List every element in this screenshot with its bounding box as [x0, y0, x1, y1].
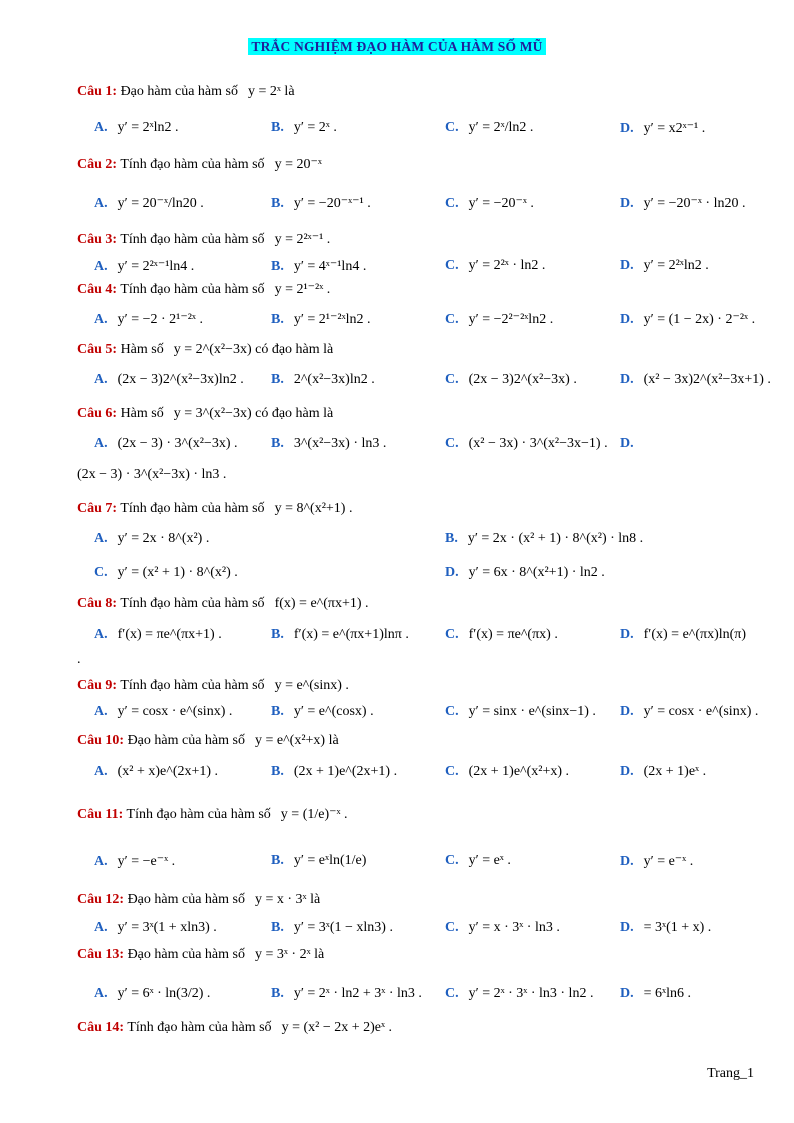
q1-option-a[interactable]: A. y′ = 2ˣln2 . — [94, 120, 179, 135]
question-14: Câu 14: Tính đạo hàm của hàm số y = (x² − 2x + 2)eˣ . — [77, 1020, 393, 1035]
page-title: TRẮC NGHIỆM ĐẠO HÀM CỦA HÀM SỐ MŨ — [0, 38, 794, 56]
question-4: Câu 4: Tính đạo hàm của hàm số y = 2¹⁻²ˣ . — [77, 282, 331, 297]
question-7: Câu 7: Tính đạo hàm của hàm số y = 8^(x²+1) . — [77, 501, 353, 516]
q10-option-c[interactable]: C. (2x + 1)e^(x²+x) . — [445, 764, 570, 779]
q6-option-d[interactable]: D. — [620, 436, 634, 451]
question-13: Câu 13: Đạo hàm của hàm số y = 3ˣ · 2ˣ là — [77, 947, 325, 962]
q8-option-b[interactable]: B. f′(x) = e^(πx+1)lnπ . — [271, 627, 409, 642]
q4-option-c[interactable]: C. y′ = −2²⁻²ˣln2 . — [445, 312, 554, 327]
q13-option-d[interactable]: D. = 6ˣln6 . — [620, 986, 691, 1001]
question-6: Câu 6: Hàm số y = 3^(x²−3x) có đạo hàm là — [77, 406, 334, 421]
q6-option-c[interactable]: C. (x² − 3x) · 3^(x²−3x−1) . — [445, 436, 608, 451]
q9-option-c[interactable]: C. y′ = sinx · e^(sinx−1) . — [445, 704, 596, 719]
q5-option-d[interactable]: D. (x² − 3x)2^(x²−3x+1) . — [620, 372, 771, 387]
question-1: Câu 1: Đạo hàm của hàm số y = 2ˣ là — [77, 84, 295, 99]
question-9: Câu 9: Tính đạo hàm của hàm số y = e^(sinx) . — [77, 678, 349, 693]
q6-option-d-continuation: (2x − 3) · 3^(x²−3x) · ln3 . — [77, 467, 227, 482]
q12-option-a[interactable]: A. y′ = 3ˣ(1 + xln3) . — [94, 920, 217, 935]
q10-option-b[interactable]: B. (2x + 1)e^(2x+1) . — [271, 764, 398, 779]
question-5: Câu 5: Hàm số y = 2^(x²−3x) có đạo hàm là — [77, 342, 334, 357]
q6-option-b[interactable]: B. 3^(x²−3x) · ln3 . — [271, 436, 387, 451]
q12-option-c[interactable]: C. y′ = x · 3ˣ · ln3 . — [445, 920, 560, 935]
question-12: Câu 12: Đạo hàm của hàm số y = x · 3ˣ là — [77, 892, 321, 907]
q11-option-c[interactable]: C. y′ = eˣ . — [445, 853, 511, 868]
q10-option-a[interactable]: A. (x² + x)e^(2x+1) . — [94, 764, 219, 779]
page-number: Trang_1 — [707, 1066, 754, 1081]
q4-option-a[interactable]: A. y′ = −2 · 2¹⁻²ˣ . — [94, 312, 203, 327]
q2-option-c[interactable]: C. y′ = −20⁻ˣ . — [445, 196, 534, 211]
question-2: Câu 2: Tính đạo hàm của hàm số y = 20⁻ˣ — [77, 157, 322, 172]
q6-option-a[interactable]: A. (2x − 3) · 3^(x²−3x) . — [94, 436, 238, 451]
q13-option-a[interactable]: A. y′ = 6ˣ · ln(3/2) . — [94, 986, 211, 1001]
question-3: Câu 3: Tính đạo hàm của hàm số y = 2²ˣ⁻¹ . — [77, 232, 331, 247]
question-8: Câu 8: Tính đạo hàm của hàm số f(x) = e^(πx+1) . — [77, 596, 369, 611]
q13-option-c[interactable]: C. y′ = 2ˣ · 3ˣ · ln3 · ln2 . — [445, 986, 594, 1001]
q9-option-d[interactable]: D. y′ = cosx · e^(sinx) . — [620, 704, 759, 719]
q7-option-d[interactable]: D. y′ = 6x · 8^(x²+1) · ln2 . — [445, 565, 605, 580]
q10-option-d[interactable]: D. (2x + 1)eˣ . — [620, 764, 707, 779]
q5-option-a[interactable]: A. (2x − 3)2^(x²−3x)ln2 . — [94, 372, 244, 387]
q1-option-c[interactable]: C. y′ = 2ˣ/ln2 . — [445, 120, 534, 135]
q8-option-d[interactable]: D. f′(x) = e^(πx)ln(π) — [620, 627, 747, 642]
q7-option-b[interactable]: B. y′ = 2x · (x² + 1) · 8^(x²) · ln8 . — [445, 531, 644, 546]
q7-option-c[interactable]: C. y′ = (x² + 1) · 8^(x²) . — [94, 565, 238, 580]
q2-option-a[interactable]: A. y′ = 20⁻ˣ/ln20 . — [94, 196, 204, 211]
q11-option-b[interactable]: B. y′ = eˣln(1/e) — [271, 853, 367, 868]
q8-option-a[interactable]: A. f′(x) = πe^(πx+1) . — [94, 627, 222, 642]
q1-option-d[interactable]: D. y′ = x2ˣ⁻¹ . — [620, 121, 706, 136]
q4-option-d[interactable]: D. y′ = (1 − 2x) · 2⁻²ˣ . — [620, 312, 756, 327]
q5-option-b[interactable]: B. 2^(x²−3x)ln2 . — [271, 372, 375, 387]
q4-option-b[interactable]: B. y′ = 2¹⁻²ˣln2 . — [271, 312, 371, 327]
question-11: Câu 11: Tính đạo hàm của hàm số y = (1/e)⁻ˣ . — [77, 807, 348, 822]
q12-option-d[interactable]: D. = 3ˣ(1 + x) . — [620, 920, 712, 935]
q3-option-a[interactable]: A. y′ = 2²ˣ⁻¹ln4 . — [94, 259, 195, 274]
question-10: Câu 10: Đạo hàm của hàm số y = e^(x²+x) là — [77, 733, 339, 748]
q11-option-a[interactable]: A. y′ = −e⁻ˣ . — [94, 854, 176, 869]
q9-option-a[interactable]: A. y′ = cosx · e^(sinx) . — [94, 704, 233, 719]
q11-option-d[interactable]: D. y′ = e⁻ˣ . — [620, 854, 694, 869]
q7-option-a[interactable]: A. y′ = 2x · 8^(x²) . — [94, 531, 210, 546]
q2-option-d[interactable]: D. y′ = −20⁻ˣ · ln20 . — [620, 196, 746, 211]
q3-option-d[interactable]: D. y′ = 2²ˣln2 . — [620, 258, 709, 273]
q5-option-c[interactable]: C. (2x − 3)2^(x²−3x) . — [445, 372, 577, 387]
q12-option-b[interactable]: B. y′ = 3ˣ(1 − xln3) . — [271, 920, 393, 935]
q3-option-c[interactable]: C. y′ = 2²ˣ · ln2 . — [445, 258, 546, 273]
q8-trailing-dot: . — [77, 652, 81, 667]
q2-option-b[interactable]: B. y′ = −20⁻ˣ⁻¹ . — [271, 196, 371, 211]
q1-option-b[interactable]: B. y′ = 2ˣ . — [271, 120, 337, 135]
q13-option-b[interactable]: B. y′ = 2ˣ · ln2 + 3ˣ · ln3 . — [271, 986, 422, 1001]
q9-option-b[interactable]: B. y′ = e^(cosx) . — [271, 704, 374, 719]
q8-option-c[interactable]: C. f′(x) = πe^(πx) . — [445, 627, 558, 642]
q3-option-b[interactable]: B. y′ = 4ˣ⁻¹ln4 . — [271, 259, 367, 274]
